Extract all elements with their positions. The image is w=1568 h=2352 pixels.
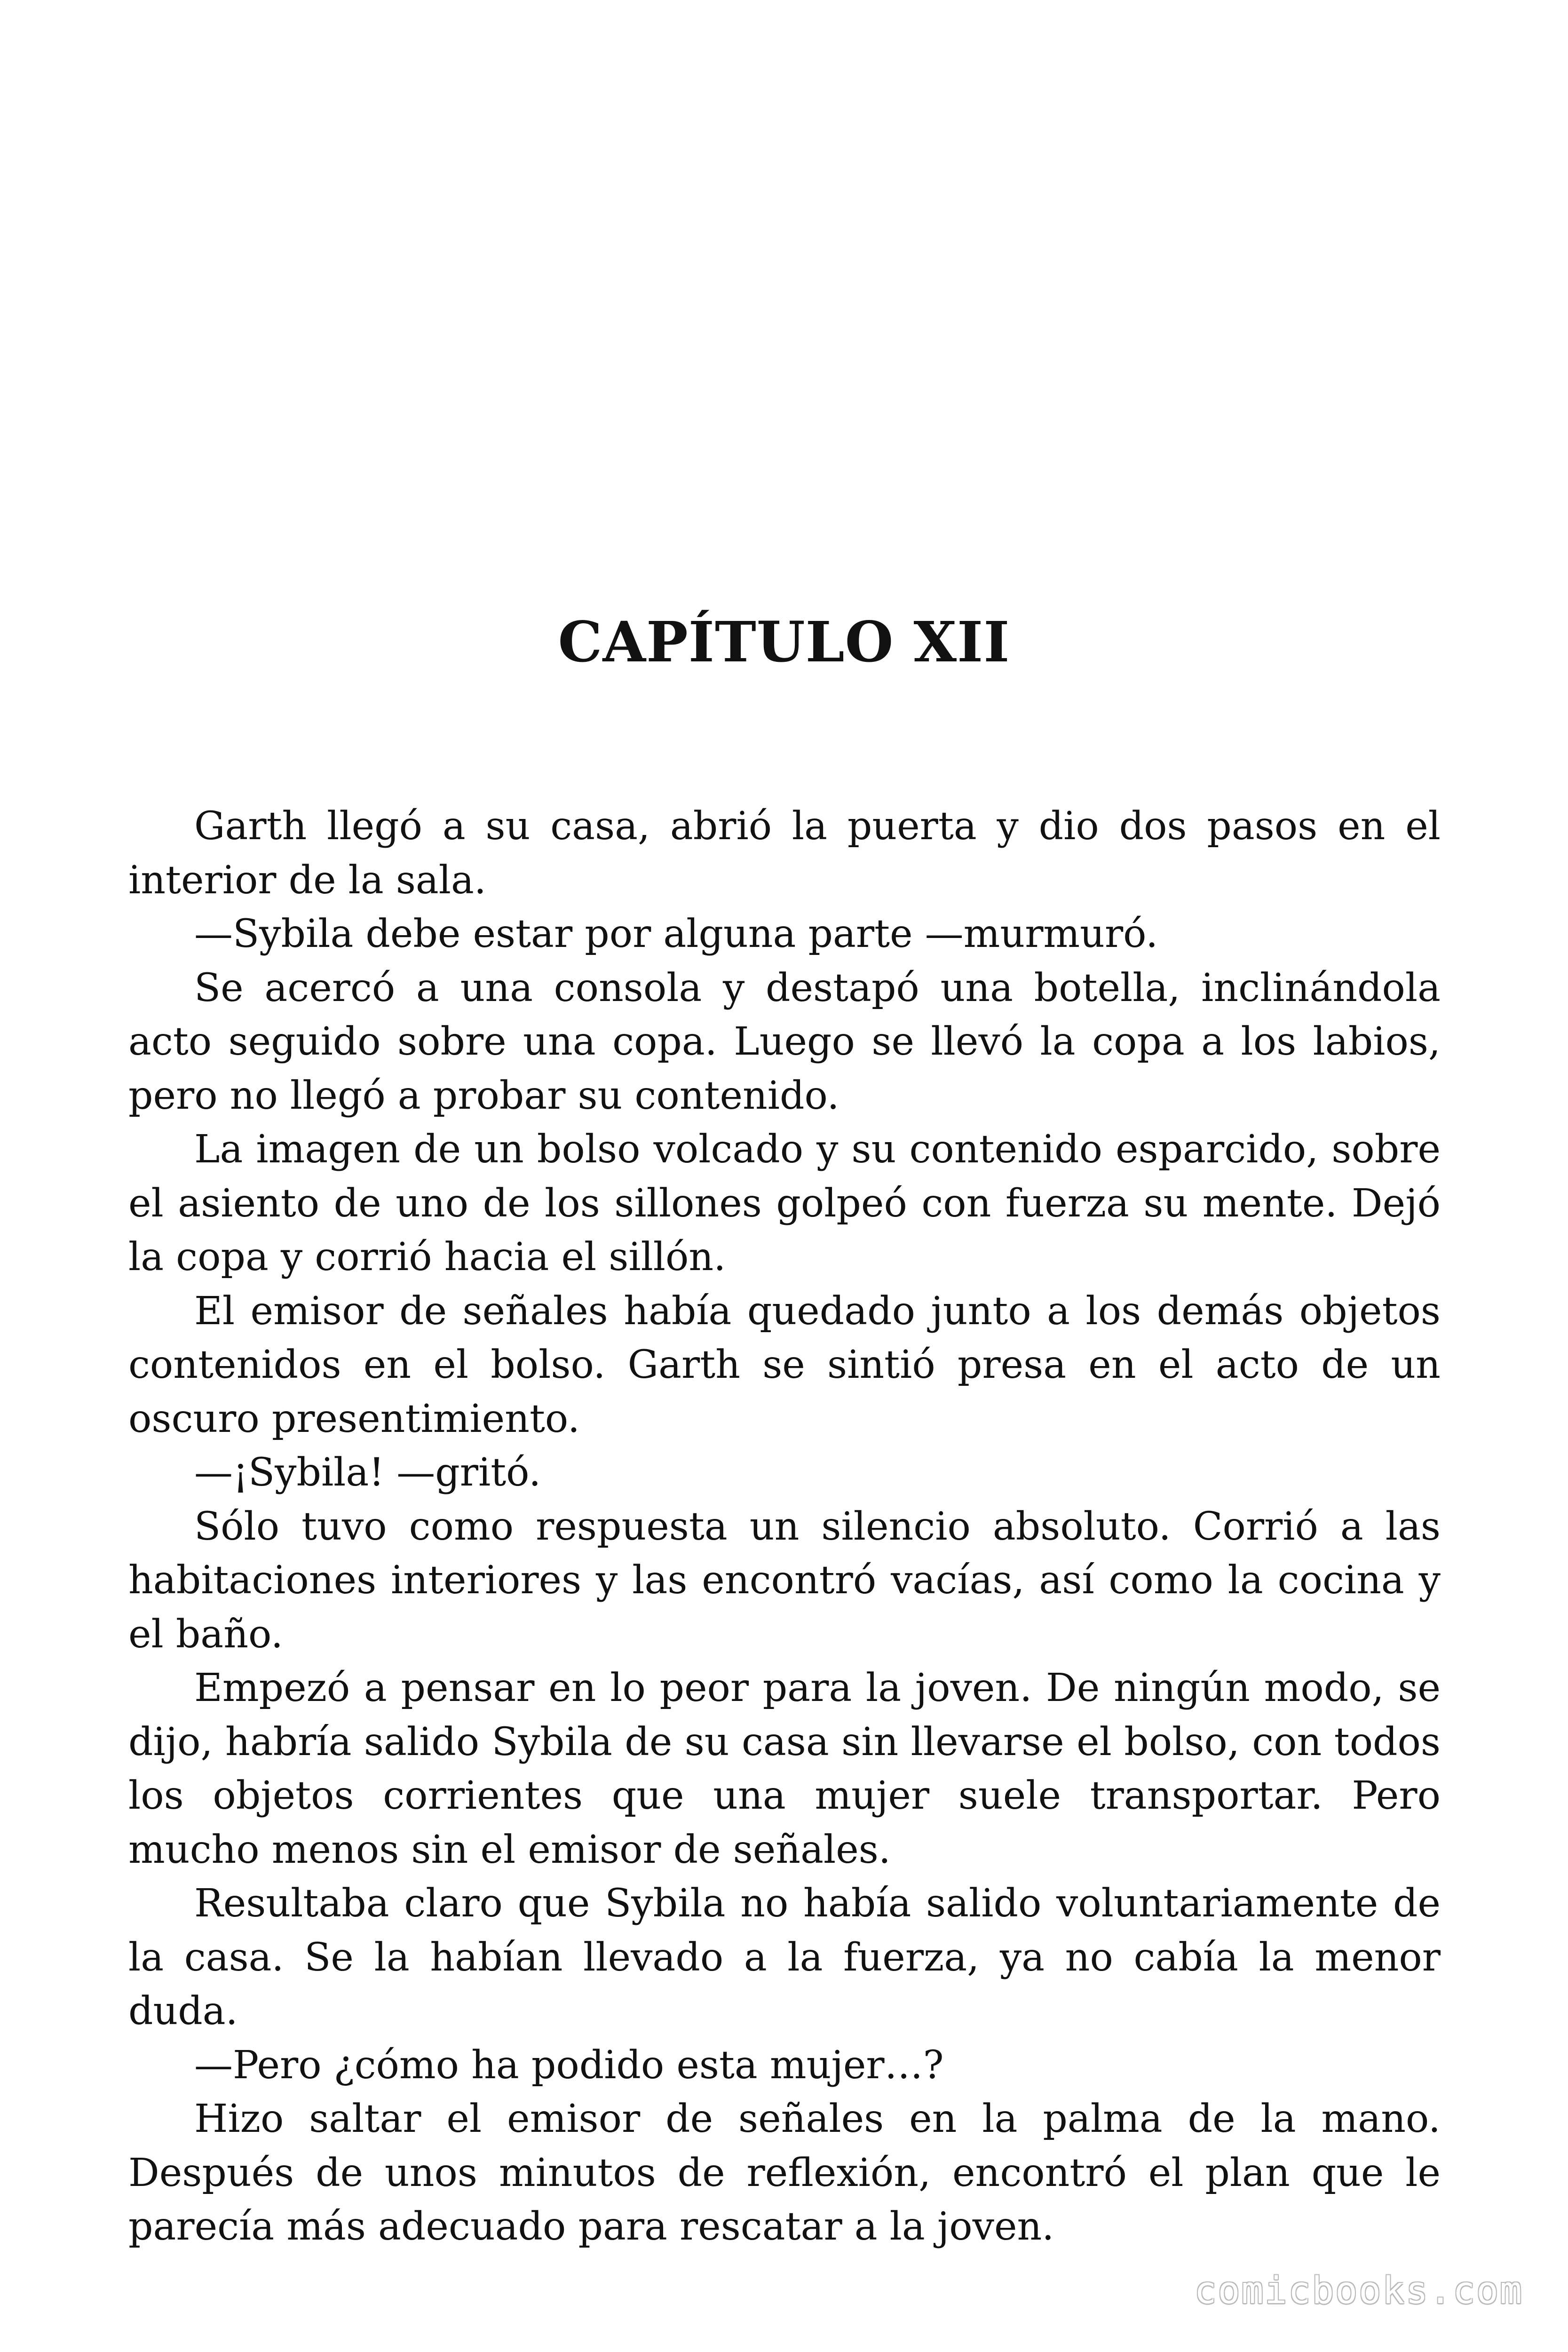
paragraph: —¡Sybila! —gritó. bbox=[194, 1450, 541, 1495]
paragraph: Empezó a pensar en lo peor para la joven. De ningún modo, se dijo, habría salido Sybila de su casa sin llevarse el bolso, con todos los objetos corrientes que una mujer suele transportar. Pero mucho menos sin el emisor de señales. bbox=[128, 1666, 1441, 1872]
chapter-body bbox=[128, 800, 1441, 2254]
paragraph: El emisor de señales había quedado junto a los demás objetos contenidos en el bolso. Garth se sintió presa en el acto de un oscuro presentimiento. bbox=[128, 1288, 1441, 1441]
paragraph: La imagen de un bolso volcado y su contenido esparcido, sobre el asiento de uno de los sillones golpeó con fuerza su mente. Dejó la copa y corrió hacia el sillón. bbox=[128, 1127, 1441, 1279]
paragraph: —Pero ¿cómo ha podido esta mujer…? bbox=[194, 2042, 944, 2088]
paragraph: Hizo saltar el emisor de señales en la palma de la mano. Después de unos minutos de reflexión, encontró el plan que le parecía más adecuado para rescatar a la joven. bbox=[128, 2097, 1441, 2249]
paragraph: —Sybila debe estar por alguna parte —murmuró. bbox=[194, 912, 1158, 956]
watermark: comicbooks.com bbox=[1194, 2270, 1523, 2312]
paragraph: Garth llegó a su casa, abrió la puerta y dio dos pasos en el interior de la sala. bbox=[128, 804, 1441, 903]
paragraph: Sólo tuvo como respuesta un silencio absoluto. Corrió a las habitaciones interiores y las encontró vacías, así como la cocina y el baño. bbox=[128, 1504, 1441, 1657]
chapter-title: CAPÍTULO XII bbox=[558, 609, 1010, 675]
paragraph: Se acercó a una consola y destapó una botella, inclinándola acto seguido sobre una copa. Luego se llevó la copa a los labios, pero no llegó a probar su contenido. bbox=[128, 965, 1441, 1118]
paragraph: Resultaba claro que Sybila no había salido voluntariamente de la casa. Se la habían llevado a la fuerza, ya no cabía la menor duda. bbox=[128, 1881, 1441, 2034]
